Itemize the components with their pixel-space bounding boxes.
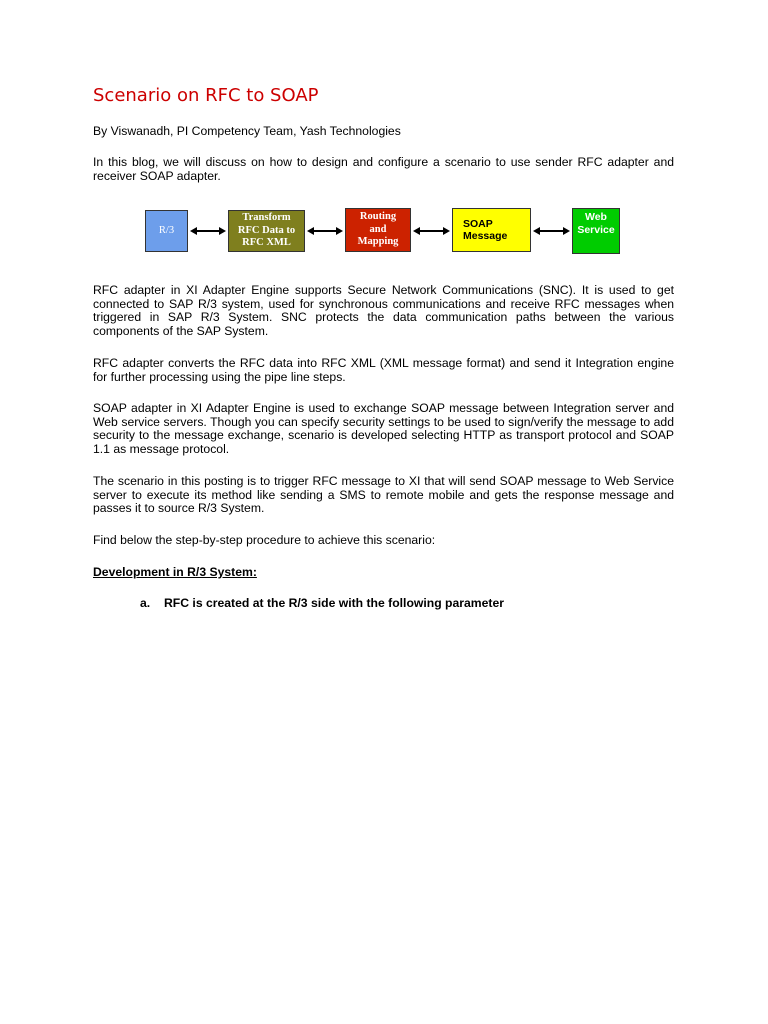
transform-box-line: RFC Data to: [237, 224, 296, 236]
web-service-box-line: Service: [577, 223, 615, 236]
double-arrow-icon: [533, 226, 570, 236]
page-title: Scenario on RFC to SOAP: [93, 85, 319, 106]
r3-box: [145, 210, 188, 252]
double-arrow-icon: [190, 226, 226, 236]
soap-message-box: [452, 208, 531, 252]
soap-box-line: SOAP: [463, 217, 493, 230]
routing-box-line: Mapping: [357, 236, 399, 248]
list-marker: a.: [140, 596, 151, 610]
routing-box-line: Routing: [359, 211, 397, 223]
routing-box-line: and: [369, 223, 387, 235]
section-heading: Development in R/3 System:: [93, 565, 257, 579]
intro-paragraph: In this blog, we will discuss on how to design and configure a scenario to use sender RFC adapter and receiver SOAP adapter.: [93, 155, 674, 183]
transform-box-line: RFC XML: [242, 237, 291, 249]
rfc-adapter-paragraph: RFC adapter in XI Adapter Engine supports Secure Network Communications (SNC). It is used to get connected to SAP R/3 system, used for synchronous communications and receive RFC messages when triggered in SAP R/3 System. SNC protects the data communication paths between the various components of the SAP System.: [93, 283, 674, 338]
web-service-box-line: Web: [585, 211, 607, 223]
scenario-paragraph: The scenario in this posting is to trigger RFC message to XI that will send SOAP message to Web Service server to execute its method like sending a SMS to remote mobile and gets the response message and passes it to source R/3 System.: [93, 474, 674, 516]
transform-box: [228, 210, 305, 252]
procedure-paragraph: Find below the step-by-step procedure to achieve this scenario:: [93, 533, 436, 547]
rfc-conversion-paragraph: RFC adapter converts the RFC data into RFC XML (XML message format) and send it Integration engine for further processing using the pipe line steps.: [93, 356, 674, 384]
list-item: [140, 596, 504, 610]
double-arrow-icon: [413, 226, 450, 236]
list-item-text: RFC is created at the R/3 side with the following parameter: [164, 596, 504, 610]
routing-box: [345, 208, 411, 252]
soap-box-line: Message: [463, 230, 508, 242]
soap-adapter-paragraph: SOAP adapter in XI Adapter Engine is used to exchange SOAP message between Integration server and Web service servers. Though you can specify security settings to be used to sign/verify the message to add security to the message exchange, scenario is developed selecting HTTP as transport protocol and SOAP 1.1 as message protocol.: [93, 401, 674, 456]
r3-box-label: R/3: [158, 224, 175, 236]
transform-box-line: Transform: [242, 212, 291, 224]
author-byline: By Viswanadh, PI Competency Team, Yash Technologies: [93, 124, 401, 138]
web-service-box: [572, 208, 620, 254]
double-arrow-icon: [307, 226, 343, 236]
